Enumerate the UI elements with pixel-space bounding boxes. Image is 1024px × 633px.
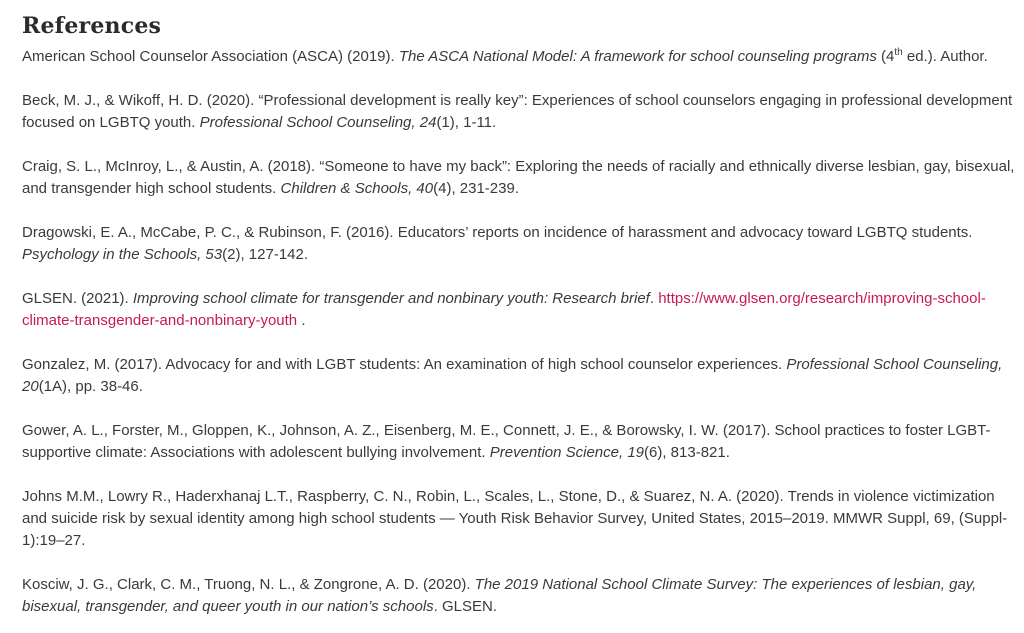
reference-text: (4: [876, 48, 895, 65]
references-heading: References: [22, 13, 162, 39]
reference-item: [22, 222, 1017, 266]
reference-title: The 2019 National School Climate Survey: The experiences of lesbian, gay, bisexual, transgender, and queer youth in our nation’s schools: [22, 576, 977, 615]
reference-issue-pages: (6), 813-821.: [644, 444, 730, 461]
reference-issue-pages: (4), 231-239.: [433, 180, 519, 197]
reference-item: [22, 156, 1017, 200]
glsen-research-link[interactable]: https://www.glsen.org/research/improving-school-climate-transgender-and-nonbinary-youth: [22, 290, 986, 329]
reference-text: .: [649, 290, 659, 307]
reference-item: [22, 288, 1017, 332]
reference-item: [22, 574, 1017, 618]
reference-item: [22, 420, 1017, 464]
reference-title: Improving school climate for transgender and nonbinary youth: Research brief: [132, 290, 650, 307]
reference-item: [22, 90, 1017, 134]
reference-journal: Professional School Counseling, 24: [199, 114, 437, 131]
reference-text: Dragowski, E. A., McCabe, P. C., & Rubinson, F. (2016). Educators’ reports on incidence of harassment and advocacy toward LGBTQ students.: [22, 224, 973, 241]
reference-issue-pages: (2), 127-142.: [222, 246, 309, 263]
reference-issue-pages: (1), 1-11.: [436, 114, 497, 131]
reference-text: Johns M.M., Lowry R., Haderxhanaj L.T., Raspberry, C. N., Robin, L., Scales, L., Stone, D., & Suarez, N. A. (2020). Trends in violence victimization and suicide risk by sexual identity among high school students — Youth Risk Behavior Survey, United States, 2015–2019. MMWR Suppl, 69, (Suppl-1):19–27.: [22, 488, 1008, 549]
reference-text: Gower, A. L., Forster, M., Gloppen, K., Johnson, A. Z., Eisenberg, M. E., Connett, J. E., & Borowsky, I. W. (2017). School practices to foster LGBT-supportive climate: Associations with adolescent bullying involvement.: [22, 422, 991, 461]
reference-text: Beck, M. J., & Wikoff, H. D. (2020). “Professional development is really key”: Experiences of school counselors engaging in professional development focused on LGBTQ youth.: [22, 92, 1013, 131]
reference-superscript: th: [894, 47, 903, 58]
reference-text: GLSEN. (2021).: [22, 290, 133, 307]
reference-text: Gonzalez, M. (2017). Advocacy for and with LGBT students: An examination of high school counselor experiences.: [22, 356, 787, 373]
reference-text: ed.). Author.: [902, 48, 988, 65]
reference-text: Craig, S. L., McInroy, L., & Austin, A. (2018). “Someone to have my back”: Exploring the needs of racially and ethnically diverse lesbian, gay, bisexual, and transgender high school students.: [22, 158, 1015, 197]
reference-journal: Prevention Science, 19: [489, 444, 645, 461]
reference-journal: Professional School Counseling, 20: [22, 356, 1003, 395]
reference-journal: Children & Schools, 40: [280, 180, 434, 197]
reference-text: . GLSEN.: [433, 598, 498, 615]
reference-item: [22, 354, 1017, 398]
reference-issue-pages: (1A), pp. 38-46.: [38, 378, 143, 395]
reference-authors-text: American School Counselor Association (ASCA) (2019).: [22, 48, 399, 65]
reference-text: .: [297, 312, 306, 329]
reference-item: [22, 46, 1017, 68]
reference-title: The ASCA National Model: A framework for school counseling programs: [398, 48, 877, 65]
reference-journal: Psychology in the Schools, 53: [22, 246, 223, 263]
reference-text: Kosciw, J. G., Clark, C. M., Truong, N. L., & Zongrone, A. D. (2020).: [22, 576, 475, 593]
reference-item: [22, 486, 1017, 552]
